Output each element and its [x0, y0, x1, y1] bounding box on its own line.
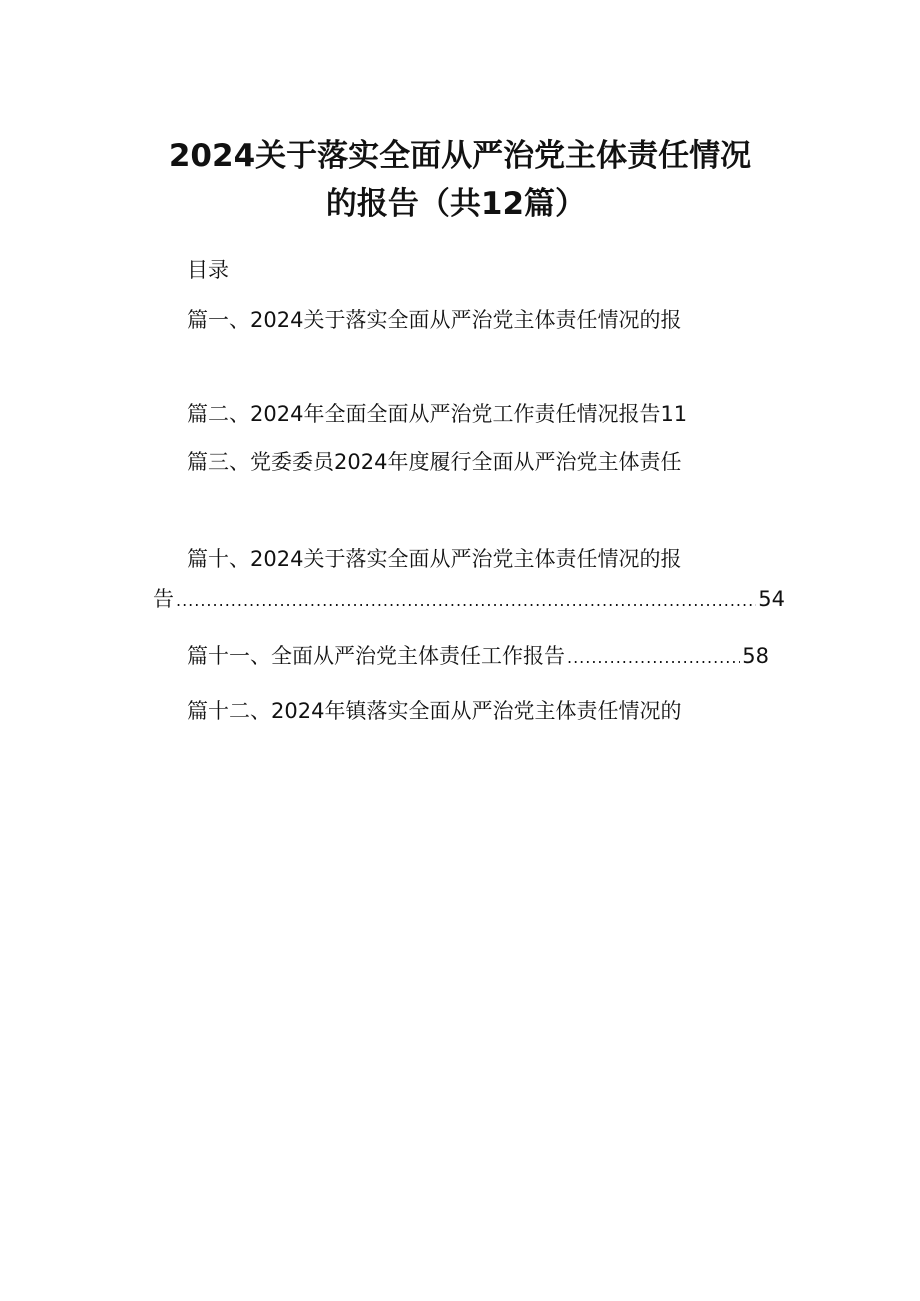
toc-entry-2[interactable]: 篇二、2024年全面全面从严治党工作责任情况报告11 [187, 402, 688, 426]
toc-entry-11-text: 篇十一、全面从严治党主体责任工作报告 [187, 644, 565, 668]
dot-leader [567, 642, 740, 674]
toc-entry-11[interactable] [187, 640, 769, 674]
toc-entry-1[interactable]: 篇一、2024关于落实全面从严治党主体责任情况的报 [187, 308, 682, 332]
toc-entry-10-continuation-text: 告 [153, 587, 174, 611]
document-title-line-1: 2024关于落实全面从严治党主体责任情况 [168, 138, 752, 174]
toc-entry-11-page-number: 58 [742, 644, 769, 668]
document-title-line-2: 的报告（共12篇） [325, 186, 587, 222]
toc-entry-12[interactable]: 篇十二、2024年镇落实全面从严治党主体责任情况的 [187, 699, 682, 723]
toc-heading: 目录 [187, 258, 229, 282]
toc-entry-3[interactable]: 篇三、党委委员2024年度履行全面从严治党主体责任 [187, 450, 682, 474]
toc-entry-10[interactable]: 篇十、2024关于落实全面从严治党主体责任情况的报 [187, 547, 682, 571]
toc-entry-10-continuation[interactable] [153, 583, 785, 617]
toc-entry-10-page-number: 54 [758, 587, 785, 611]
dot-leader [176, 585, 756, 617]
